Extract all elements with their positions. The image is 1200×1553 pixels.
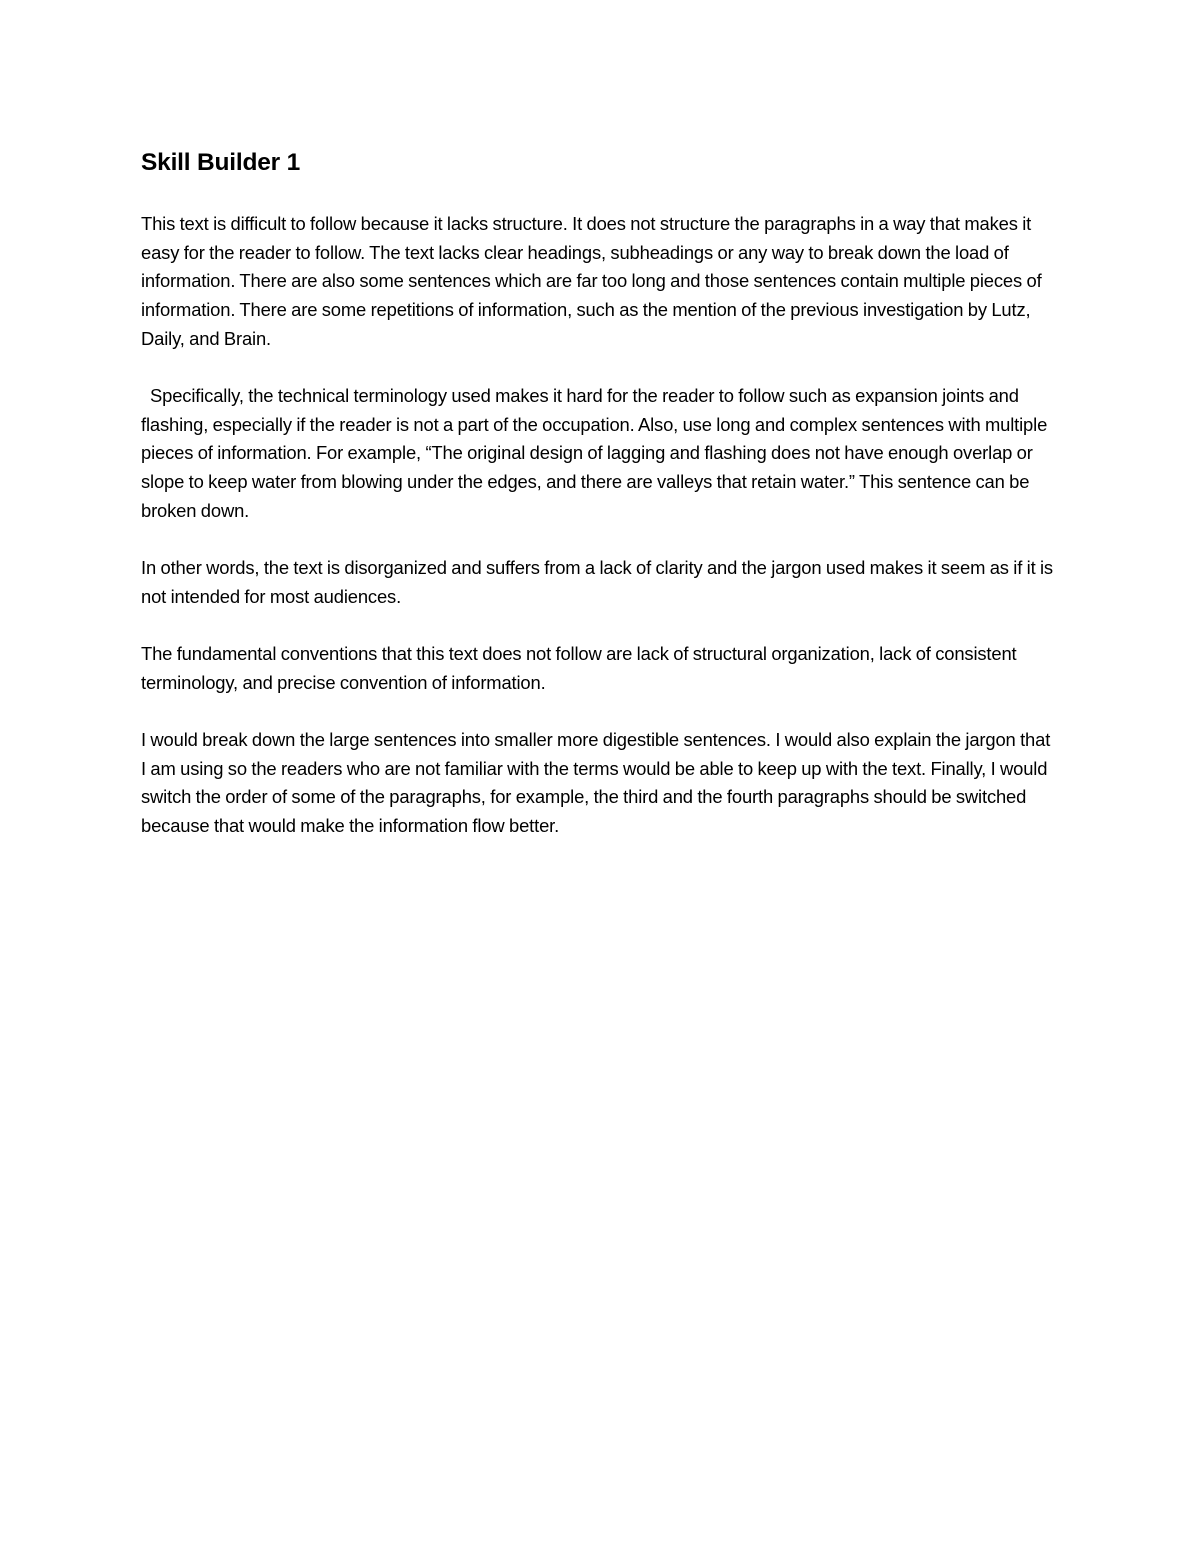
paragraph-5: I would break down the large sentences into smaller more digestible sentences. I would also explain the jargon that I am using so the readers who are not familiar with the terms would be able to keep up with the text. Finally, I would switch the order of some of the paragraphs, for example, the third and the fourth paragraphs should be switched because that would make the information flow better. [141, 728, 1051, 836]
paragraph-2: Specifically, the technical terminology used makes it hard for the reader to follow such as expansion joints and flashing, especially if the reader is not a part of the occupation. Also, use long and complex sentences with multiple pieces of information. For example, “The original design of lagging and flashing does not have enough overlap or slope to keep water from blowing under the edges, and there are valleys that retain water.” This sentence can be broken down. [141, 385, 1048, 521]
paragraph-1: This text is difficult to follow because it lacks structure. It does not structure the paragraphs in a way that makes it easy for the reader to follow. The text lacks clear headings, subheadings or any way to break down the load of information. There are also some sentences which are far too long and those sentences contain multiple pieces of information. There are some repetitions of information, such as the mention of the previous investigation by Lutz, Daily, and Brain. [141, 213, 1042, 349]
paragraph-4: The fundamental conventions that this text does not follow are lack of structural organization, lack of consistent terminology, and precise convention of information. [141, 642, 1017, 693]
document-body [141, 146, 1056, 869]
paragraph-3: In other words, the text is disorganized and suffers from a lack of clarity and the jargon used makes it seem as if it is not intended for most audiences. [141, 557, 1053, 607]
document-title: Skill Builder 1 [141, 149, 301, 176]
